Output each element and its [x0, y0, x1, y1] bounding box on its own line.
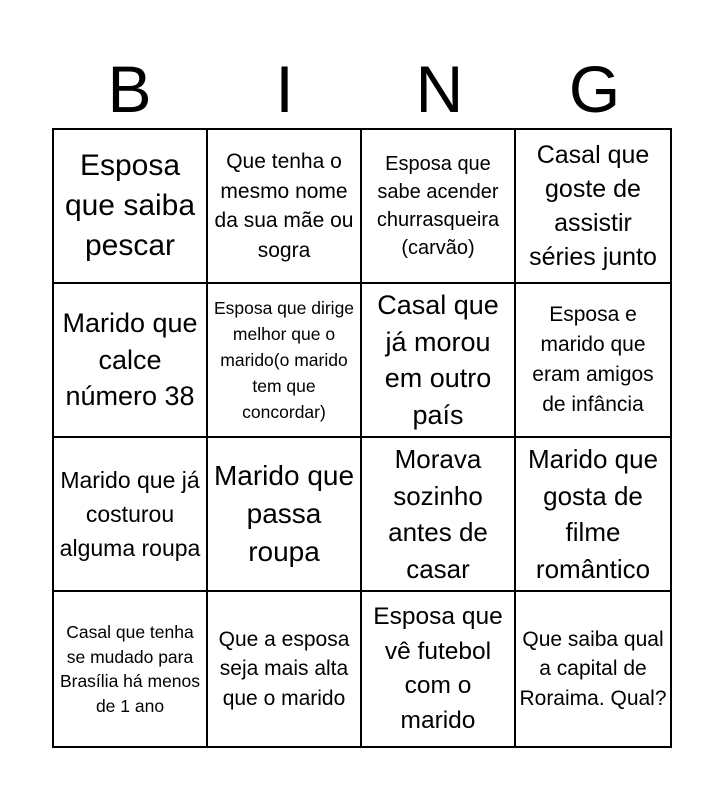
bingo-cell-text: Esposa que sabe acender churrasqueira (carvão) — [376, 153, 500, 259]
bingo-cell[interactable] — [516, 438, 670, 592]
bingo-cell-text: Esposa e marido que eram amigos de infância — [532, 303, 654, 416]
bingo-cell-text: Que a esposa seja mais alta que o marido — [218, 627, 350, 710]
bingo-cell-text: Marido que gosta de filme romântico — [527, 444, 659, 584]
bingo-cell[interactable] — [54, 438, 208, 592]
bingo-cell[interactable] — [362, 438, 516, 592]
bingo-header — [52, 50, 672, 128]
header-letter-g: G — [568, 52, 621, 126]
bingo-cell[interactable] — [516, 592, 670, 746]
bingo-cell[interactable] — [362, 592, 516, 746]
header-letter-n: N — [415, 52, 464, 126]
bingo-cell-text: Morava sozinho antes de casar — [388, 444, 488, 584]
bingo-grid — [52, 128, 672, 748]
bingo-cell[interactable] — [54, 130, 208, 284]
bingo-cell[interactable] — [208, 592, 362, 746]
bingo-cell-text: Marido que passa roupa — [213, 460, 355, 567]
bingo-cell-text: Esposa que vê futebol com o marido — [373, 603, 503, 734]
bingo-cell[interactable] — [54, 592, 208, 746]
bingo-cell-text: Esposa que dirige melhor que o marido(o marido tem que concordar) — [213, 298, 355, 422]
bingo-cell-text: Casal que goste de assistir séries junto — [529, 141, 657, 271]
bingo-cell[interactable] — [362, 130, 516, 284]
bingo-cell[interactable] — [362, 284, 516, 438]
bingo-cell-text: Marido que já costurou alguma roupa — [59, 467, 201, 561]
bingo-cell[interactable] — [208, 130, 362, 284]
bingo-cell-text: Que saiba qual a capital de Roraima. Qual? — [519, 627, 667, 710]
bingo-cell[interactable] — [54, 284, 208, 438]
bingo-cell-text: Que tenha o mesmo nome da sua mãe ou sogra — [214, 150, 354, 262]
header-letter-b: B — [107, 52, 152, 126]
header-letter-i: I — [275, 52, 294, 126]
bingo-cell-text: Esposa que saiba pescar — [64, 149, 196, 262]
bingo-cell[interactable] — [208, 438, 362, 592]
bingo-cell-text: Marido que calce número 38 — [62, 308, 198, 412]
bingo-cell[interactable] — [208, 284, 362, 438]
bingo-cell[interactable] — [516, 284, 670, 438]
bingo-cell-text: Casal que tenha se mudado para Brasília há menos de 1 ano — [59, 622, 201, 716]
bingo-cell[interactable] — [516, 130, 670, 284]
bingo-cell-text: Casal que já morou em outro país — [377, 290, 499, 430]
